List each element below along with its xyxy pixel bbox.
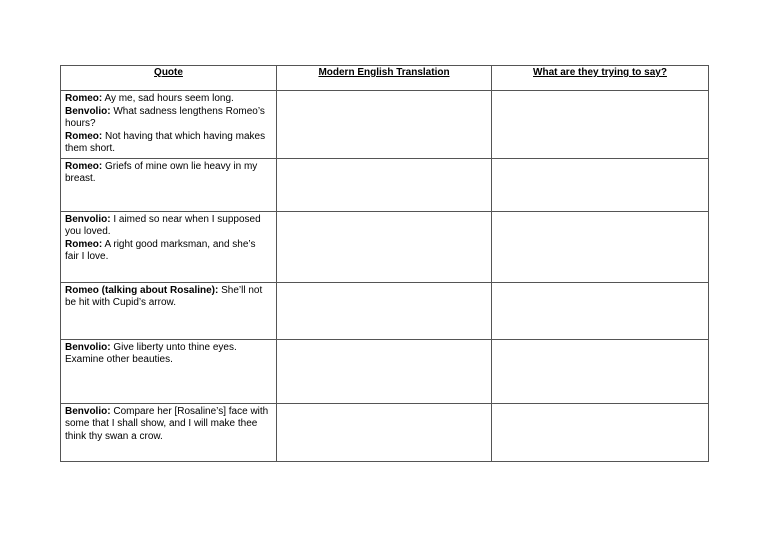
translation-cell[interactable] (277, 282, 492, 339)
table-row (61, 282, 709, 339)
quote-text: Not having that which having makes them short. (65, 130, 266, 154)
table-row (61, 158, 709, 211)
quote-text: She’ll not be hit with Cupid’s arrow. (65, 284, 263, 308)
quote-line (65, 406, 272, 444)
quote-worksheet-table (60, 65, 709, 462)
translation-cell[interactable] (277, 211, 492, 282)
quote-text: Compare her [Rosaline’s] face with some that I shall show, and I will make thee think thy swan a crow. (65, 405, 269, 442)
quote-text: A right good marksman, and she’s fair I love. (65, 238, 256, 262)
quote-cell (61, 91, 277, 159)
header-what-are-they-trying-to-say: What are they trying to say? (492, 66, 709, 91)
meaning-cell[interactable] (492, 91, 709, 159)
speaker-name: Romeo: (65, 130, 103, 142)
speaker-name: Benvolio: (65, 341, 111, 353)
table-row (61, 211, 709, 282)
speaker-name: Romeo: (65, 238, 103, 250)
translation-cell[interactable] (277, 403, 492, 461)
quote-text: I aimed so near when I supposed you loved. (65, 213, 261, 237)
quote-line (65, 285, 272, 310)
quote-line (65, 131, 272, 156)
table-row (61, 403, 709, 461)
speaker-name: Benvolio: (65, 105, 111, 117)
speaker-name: Romeo: (65, 160, 103, 172)
quote-text: Give liberty unto thine eyes. Examine other beauties. (65, 341, 237, 365)
speaker-name: Romeo (talking about Rosaline): (65, 284, 219, 296)
quote-text: Griefs of mine own lie heavy in my breast. (65, 160, 258, 184)
quote-line (65, 106, 272, 131)
quote-text: What sadness lengthens Romeo’s hours? (65, 105, 265, 129)
meaning-cell[interactable] (492, 158, 709, 211)
quote-line (65, 161, 272, 186)
header-modern-english-translation: Modern English Translation (277, 66, 492, 91)
header-row (61, 66, 709, 91)
quote-cell (61, 158, 277, 211)
speaker-name: Romeo: (65, 93, 103, 104)
quote-line (65, 342, 272, 367)
meaning-cell[interactable] (492, 282, 709, 339)
quote-cell (61, 211, 277, 282)
quote-line (65, 214, 272, 239)
quote-line (65, 93, 272, 106)
translation-cell[interactable] (277, 91, 492, 159)
speaker-name: Benvolio: (65, 405, 111, 417)
quote-cell (61, 282, 277, 339)
table-row (61, 91, 709, 159)
quote-cell (61, 403, 277, 461)
translation-cell[interactable] (277, 158, 492, 211)
quote-text: Ay me, sad hours seem long. (102, 93, 234, 104)
speaker-name: Benvolio: (65, 213, 111, 225)
meaning-cell[interactable] (492, 403, 709, 461)
table-row (61, 339, 709, 403)
meaning-cell[interactable] (492, 211, 709, 282)
header-quote: Quote (61, 66, 277, 91)
quote-line (65, 239, 272, 264)
quote-cell (61, 339, 277, 403)
translation-cell[interactable] (277, 339, 492, 403)
meaning-cell[interactable] (492, 339, 709, 403)
